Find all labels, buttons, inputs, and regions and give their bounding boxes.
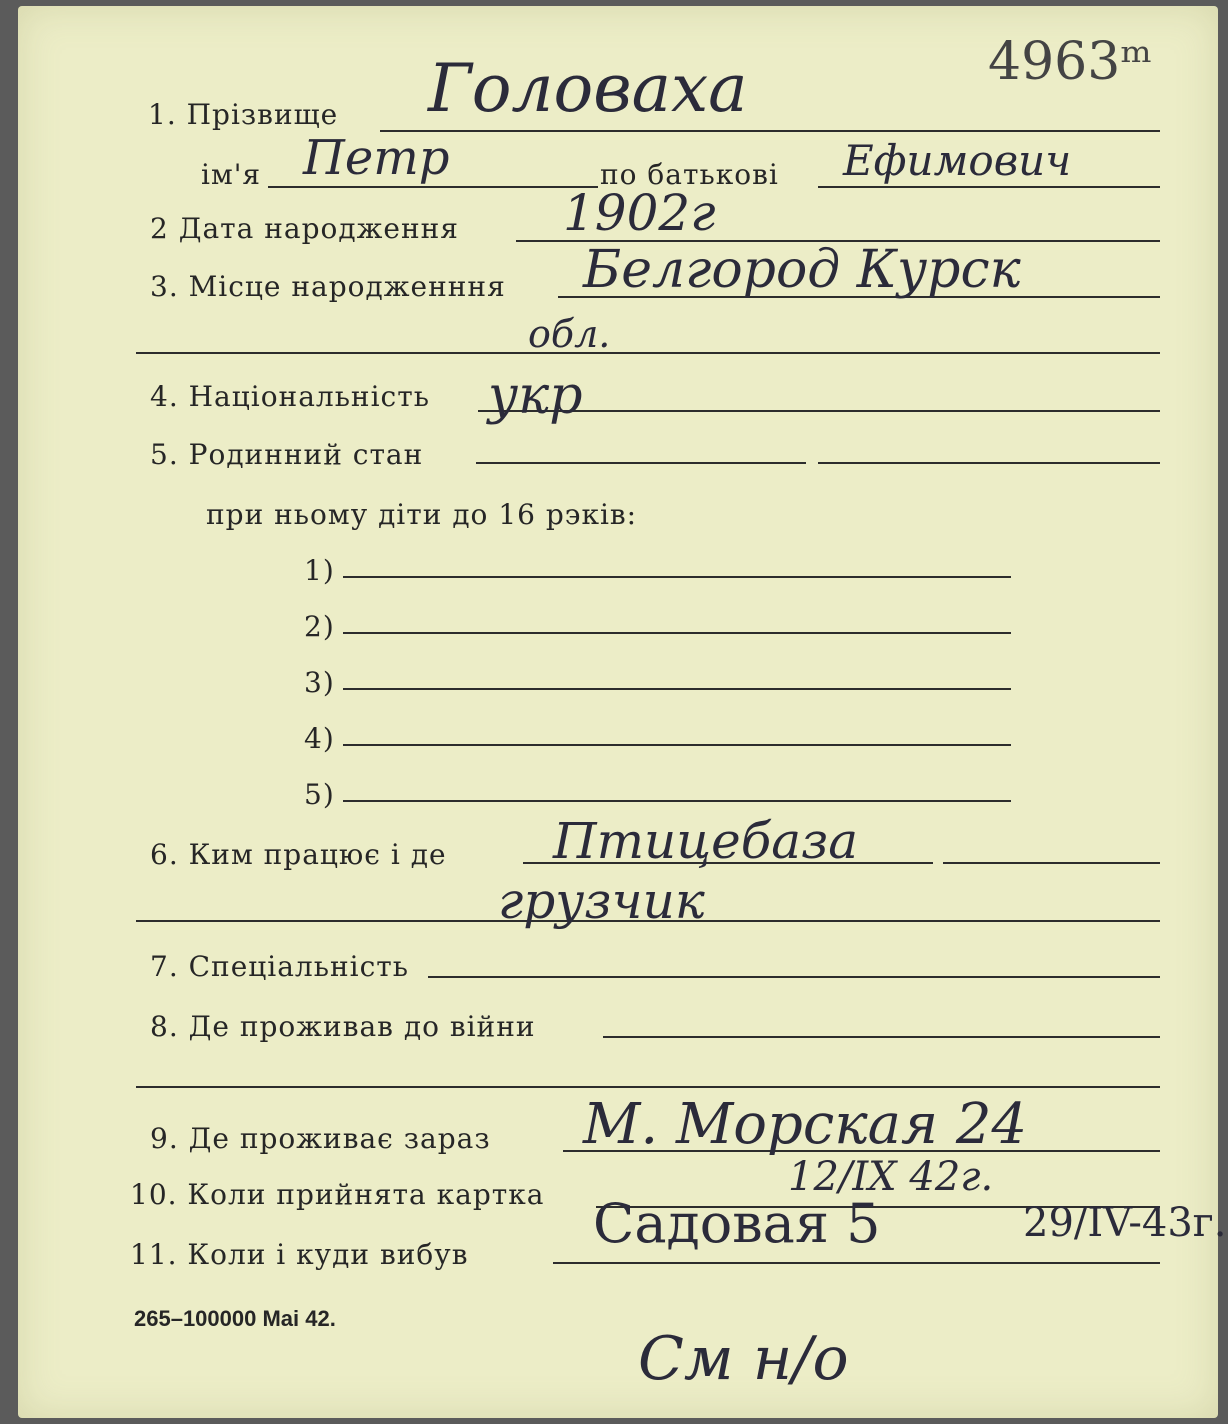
- work-value-2: грузчик: [498, 872, 705, 930]
- first-name-value: Петр: [303, 130, 450, 186]
- field-label-speciality: 7. Спеціальність: [150, 950, 409, 983]
- birth-date-value: 1902г: [563, 184, 716, 242]
- field-label-first-name: ім'я: [201, 158, 262, 191]
- field-label-departure: 11. Коли і куди вибув: [130, 1238, 469, 1271]
- print-code: 265–100000 Mai 42.: [134, 1306, 336, 1331]
- bottom-note: См н/о: [638, 1324, 849, 1394]
- departure-date: 29/IV-43г.: [1023, 1200, 1227, 1246]
- field-label-patronymic: по батькові: [600, 158, 779, 191]
- child-number-4: 4): [304, 722, 335, 755]
- field-label-nationality: 4. Національність: [150, 380, 430, 413]
- surname-value: Головаха: [428, 50, 748, 127]
- field-label-marital-status: 5. Родинний стан: [150, 438, 424, 471]
- departure-value: Садовая 5: [593, 1192, 881, 1255]
- patronymic-value: Ефимович: [843, 136, 1072, 185]
- field-label-work: 6. Ким працює і де: [150, 838, 447, 871]
- current-residence-value: М. Морская 24: [583, 1092, 1028, 1157]
- field-label-card-accepted: 10. Коли прийнята картка: [130, 1178, 545, 1211]
- child-number-2: 2): [304, 610, 335, 643]
- birth-place-value: Белгород Курск: [583, 240, 1021, 300]
- child-number-1: 1): [304, 554, 335, 587]
- work-value: Птицебаза: [553, 812, 859, 870]
- field-label-birth-date: 2 Дата народження: [150, 212, 459, 245]
- archive-number: 4963ᵐ: [988, 32, 1153, 92]
- field-label-birth-place: 3. Місце народженння: [150, 270, 506, 303]
- birth-place-value-2: обл.: [528, 312, 611, 356]
- registration-card: [18, 6, 1227, 1418]
- nationality-value: укр: [488, 366, 583, 426]
- field-label-surname: 1. Прізвище: [148, 98, 339, 131]
- card-accepted-value: 12/IX 42г.: [788, 1154, 994, 1200]
- child-number-5: 5): [304, 778, 335, 811]
- field-label-prewar-residence: 8. Де проживав до війни: [150, 1010, 536, 1043]
- children-heading: при ньому діти до 16 рэків:: [206, 498, 638, 531]
- child-number-3: 3): [304, 666, 335, 699]
- field-label-current-residence: 9. Де проживає зараз: [150, 1122, 491, 1155]
